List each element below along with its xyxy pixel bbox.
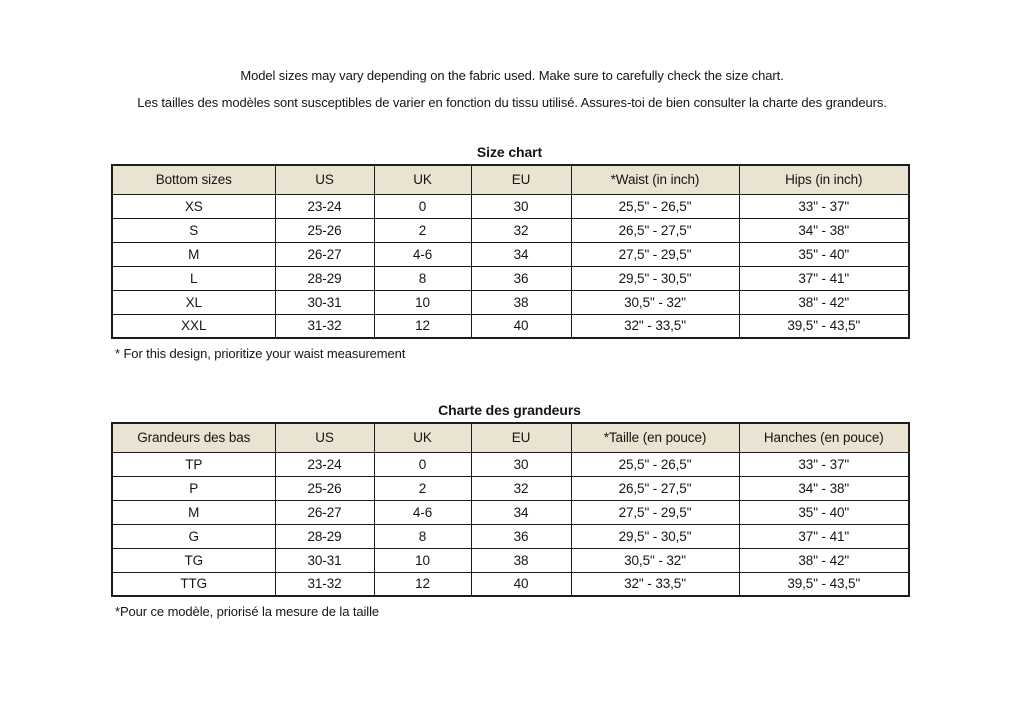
table-cell: 37" - 41": [739, 524, 909, 548]
size-chart-title-french: Charte des grandeurs: [438, 402, 581, 418]
table-cell: TG: [112, 548, 275, 572]
table-cell: 32: [471, 476, 571, 500]
table-row: [112, 266, 909, 290]
size-chart-section-french: [111, 401, 908, 620]
table-cell: 30: [471, 194, 571, 218]
table-row: [112, 242, 909, 266]
table-cell: 32: [471, 218, 571, 242]
table-cell: 23-24: [275, 194, 374, 218]
table-row: [112, 548, 909, 572]
table-cell: 38" - 42": [739, 548, 909, 572]
table-cell: 34: [471, 242, 571, 266]
header-cell: *Waist (in inch): [571, 165, 739, 194]
table-row: [112, 290, 909, 314]
header-cell: US: [275, 423, 374, 452]
table-cell: 35" - 40": [739, 500, 909, 524]
table-cell: 29,5" - 30,5": [571, 266, 739, 290]
table-cell: 0: [374, 452, 471, 476]
header-cell: *Taille (en pouce): [571, 423, 739, 452]
table-header-row: [112, 423, 909, 452]
table-header-row: [112, 165, 909, 194]
table-cell: 26,5" - 27,5": [571, 218, 739, 242]
table-cell: 2: [374, 218, 471, 242]
table-row: [112, 452, 909, 476]
table-cell: 12: [374, 314, 471, 338]
table-cell: 34: [471, 500, 571, 524]
table-cell: 12: [374, 572, 471, 596]
header-cell: Bottom sizes: [112, 165, 275, 194]
size-chart-table-english: [111, 164, 910, 339]
size-chart-footnote-french: *Pour ce modèle, priorisé la mesure de la taille: [115, 604, 379, 619]
table-cell: 30-31: [275, 548, 374, 572]
table-cell: 26,5" - 27,5": [571, 476, 739, 500]
table-cell: P: [112, 476, 275, 500]
table-row: [112, 572, 909, 596]
table-cell: 39,5" - 43,5": [739, 572, 909, 596]
header-cell: Grandeurs des bas: [112, 423, 275, 452]
table-row: [112, 476, 909, 500]
table-cell: 35" - 40": [739, 242, 909, 266]
table-cell: 32" - 33,5": [571, 314, 739, 338]
table-cell: 30,5" - 32": [571, 290, 739, 314]
table-cell: S: [112, 218, 275, 242]
table-cell: 25,5" - 26,5": [571, 194, 739, 218]
table-row: [112, 314, 909, 338]
table-cell: 40: [471, 572, 571, 596]
table-cell: XL: [112, 290, 275, 314]
table-cell: 38: [471, 290, 571, 314]
table-cell: 30: [471, 452, 571, 476]
table-row: [112, 524, 909, 548]
header-cell: EU: [471, 423, 571, 452]
intro-text-french: Les tailles des modèles sont susceptibles de varier en fonction du tissu utilisé. Assures-toi de bien consulter la charte des grandeurs.: [137, 95, 887, 110]
table-cell: XS: [112, 194, 275, 218]
size-chart-table-french: [111, 422, 910, 597]
table-cell: 34" - 38": [739, 218, 909, 242]
table-cell: 2: [374, 476, 471, 500]
size-chart-title-english: Size chart: [476, 144, 543, 160]
intro-text-english: Model sizes may vary depending on the fabric used. Make sure to carefully check the size chart.: [240, 68, 784, 83]
table-cell: 29,5" - 30,5": [571, 524, 739, 548]
table-cell: 4-6: [374, 242, 471, 266]
table-cell: 25-26: [275, 218, 374, 242]
size-chart-footnote-english: * For this design, prioritize your waist measurement: [115, 346, 406, 361]
table-cell: 4-6: [374, 500, 471, 524]
table-cell: 31-32: [275, 572, 374, 596]
table-cell: 27,5" - 29,5": [571, 242, 739, 266]
table-cell: G: [112, 524, 275, 548]
table-cell: 40: [471, 314, 571, 338]
header-cell: Hanches (en pouce): [739, 423, 909, 452]
table-cell: 39,5" - 43,5": [739, 314, 909, 338]
table-cell: 28-29: [275, 266, 374, 290]
table-cell: 32" - 33,5": [571, 572, 739, 596]
header-cell: UK: [374, 423, 471, 452]
table-cell: 0: [374, 194, 471, 218]
table-cell: 23-24: [275, 452, 374, 476]
table-cell: 34" - 38": [739, 476, 909, 500]
size-chart-section-english: [111, 143, 908, 362]
table-cell: XXL: [112, 314, 275, 338]
table-cell: 25-26: [275, 476, 374, 500]
table-cell: 33" - 37": [739, 452, 909, 476]
table-cell: 36: [471, 524, 571, 548]
table-cell: 38" - 42": [739, 290, 909, 314]
header-cell: UK: [374, 165, 471, 194]
table-row: [112, 218, 909, 242]
table-cell: 37" - 41": [739, 266, 909, 290]
table-cell: M: [112, 500, 275, 524]
header-cell: US: [275, 165, 374, 194]
table-cell: 28-29: [275, 524, 374, 548]
table-cell: 8: [374, 524, 471, 548]
table-cell: 30-31: [275, 290, 374, 314]
table-cell: 36: [471, 266, 571, 290]
table-cell: 10: [374, 290, 471, 314]
table-cell: 27,5" - 29,5": [571, 500, 739, 524]
table-cell: 30,5" - 32": [571, 548, 739, 572]
table-cell: M: [112, 242, 275, 266]
table-row: [112, 500, 909, 524]
table-cell: TTG: [112, 572, 275, 596]
table-cell: 26-27: [275, 242, 374, 266]
table-cell: L: [112, 266, 275, 290]
table-cell: 26-27: [275, 500, 374, 524]
table-cell: 8: [374, 266, 471, 290]
table-cell: TP: [112, 452, 275, 476]
header-cell: EU: [471, 165, 571, 194]
header-cell: Hips (in inch): [739, 165, 909, 194]
table-cell: 25,5" - 26,5": [571, 452, 739, 476]
table-cell: 33" - 37": [739, 194, 909, 218]
table-row: [112, 194, 909, 218]
table-cell: 31-32: [275, 314, 374, 338]
table-cell: 38: [471, 548, 571, 572]
table-cell: 10: [374, 548, 471, 572]
